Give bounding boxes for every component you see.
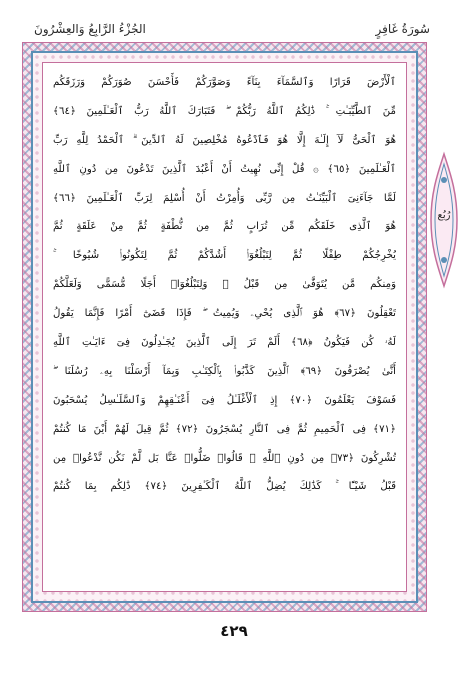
- text-line: ٱلْعَـٰلَمِينَ ﴿٦٥﴾ ۞ قُلْ إِنِّى نُهِيتُ أَنْ أَعْبُدَ ٱلَّذِينَ تَدْعُونَ مِن دُونِ ٱللَّهِ: [53, 163, 396, 175]
- page-number: ٤٢٩: [220, 622, 248, 640]
- text-line: يُخْرِجُكُمْ طِفْلًا ثُمَّ لِتَبْلُغُوٓا۟ أَشُدَّكُمْ ثُمَّ لِتَكُونُوا۟ شُيُوخًا ۚ: [53, 250, 396, 262]
- text-line: تَعْقِلُونَ ﴿٦٧﴾ هُوَ ٱلَّذِى يُحْىِۦ وَيُمِيتُ ۖ فَإِذَا قَضَىٰٓ أَمْرًا فَإِنَّمَا يَقُولُ: [53, 308, 396, 320]
- text-line: ﴿٧١﴾ فِى ٱلْحَمِيمِ ثُمَّ فِى ٱلنَّارِ يُسْجَرُونَ ﴿٧٢﴾ ثُمَّ قِيلَ لَهُمْ أَيْنَ مَا كُنتُمْ: [53, 423, 396, 435]
- text-line: هُوَ ٱلَّذِى خَلَقَكُم مِّن تُرَابٍ ثُمَّ مِن نُّطْفَةٍ ثُمَّ مِنْ عَلَقَةٍ ثُمَّ: [53, 221, 396, 233]
- text-line: قَبْلُ شَيْـًٔا ۚ كَذَٰلِكَ يُضِلُّ ٱللَّهُ ٱلْكَـٰفِرِينَ ﴿٧٤﴾ ذَٰلِكُم بِمَا كُنتُمْ: [53, 481, 396, 493]
- text-line: هُوَ ٱلْحَىُّ لَآ إِلَـٰهَ إِلَّا هُوَ فَٱدْعُوهُ مُخْلِصِينَ لَهُ ٱلدِّينَ ۗ ٱلْحَمْدُ لِلَّهِ رَبِّ: [53, 134, 396, 146]
- text-line: [53, 560, 396, 589]
- text-line: وَمِنكُم مَّن يُتَوَفَّىٰ مِن قَبْلُ ۖ وَلِتَبْلُغُوٓا۟ أَجَلًا مُّسَمًّى وَلَعَلَّكُمْ: [53, 279, 396, 291]
- rub-label: رُبُع: [437, 210, 451, 221]
- surah-name: سُورَةُ غَافِرٍ: [375, 22, 430, 36]
- juz-name: الجُزْءُ الرَّابِعُ وَالعِشْرُونَ: [34, 22, 146, 36]
- text-line: مِّنَ ٱلطَّيِّبَـٰتِ ۚ ذَٰلِكُمُ ٱللَّهُ رَبُّكُمْ ۖ فَتَبَارَكَ ٱللَّهُ رَبُّ ٱلْعَـٰلَمِينَ ﴿٦٤﴾: [53, 105, 396, 117]
- hizb-quarter-marker: [427, 150, 461, 290]
- text-panel: [42, 62, 407, 592]
- page-frame: [22, 42, 427, 612]
- text-line: لَهُۥ كُن فَيَكُونُ ﴿٦٨﴾ أَلَمْ تَرَ إِلَى ٱلَّذِينَ يُجَـٰدِلُونَ فِىٓ ءَايَـٰتِ ٱللَّهِ: [53, 337, 396, 349]
- text-line: لَمَّا جَآءَنِىَ ٱلْبَيِّنَـٰتُ مِن رَّبِّى وَأُمِرْتُ أَنْ أُسْلِمَ لِرَبِّ ٱلْعَـٰلَمِينَ ﴿٦٦﴾: [53, 192, 396, 204]
- quran-text: [53, 69, 396, 585]
- text-line: أَنَّىٰ يُصْرَفُونَ ﴿٦٩﴾ ٱلَّذِينَ كَذَّبُوا۟ بِٱلْكِتَـٰبِ وَبِمَآ أَرْسَلْنَا بِهِۦ رُسُلَنَا ۖ: [53, 365, 396, 377]
- text-line: فَسَوْفَ يَعْلَمُونَ ﴿٧٠﴾ إِذِ ٱلْأَغْلَـٰلُ فِىٓ أَعْنَـٰقِهِمْ وَٱلسَّلَـٰسِلُ يُسْحَبُونَ: [53, 394, 396, 406]
- text-line: تُشْرِكُونَ ﴿٧٣﴾ مِن دُونِ ٱللَّهِ ۖ قَالُوا۟ ضَلُّوا۟ عَنَّا بَل لَّمْ نَكُن نَّدْعُوا۟ مِن: [53, 452, 396, 464]
- frame-border: [31, 51, 418, 603]
- text-line: ٱلْأَرْضَ قَرَارًا وَٱلسَّمَآءَ بِنَآءً وَصَوَّرَكُمْ فَأَحْسَنَ صُوَرَكُمْ وَرَزَقَكُم: [53, 77, 396, 88]
- text-line: [53, 502, 396, 531]
- text-line: [53, 531, 396, 560]
